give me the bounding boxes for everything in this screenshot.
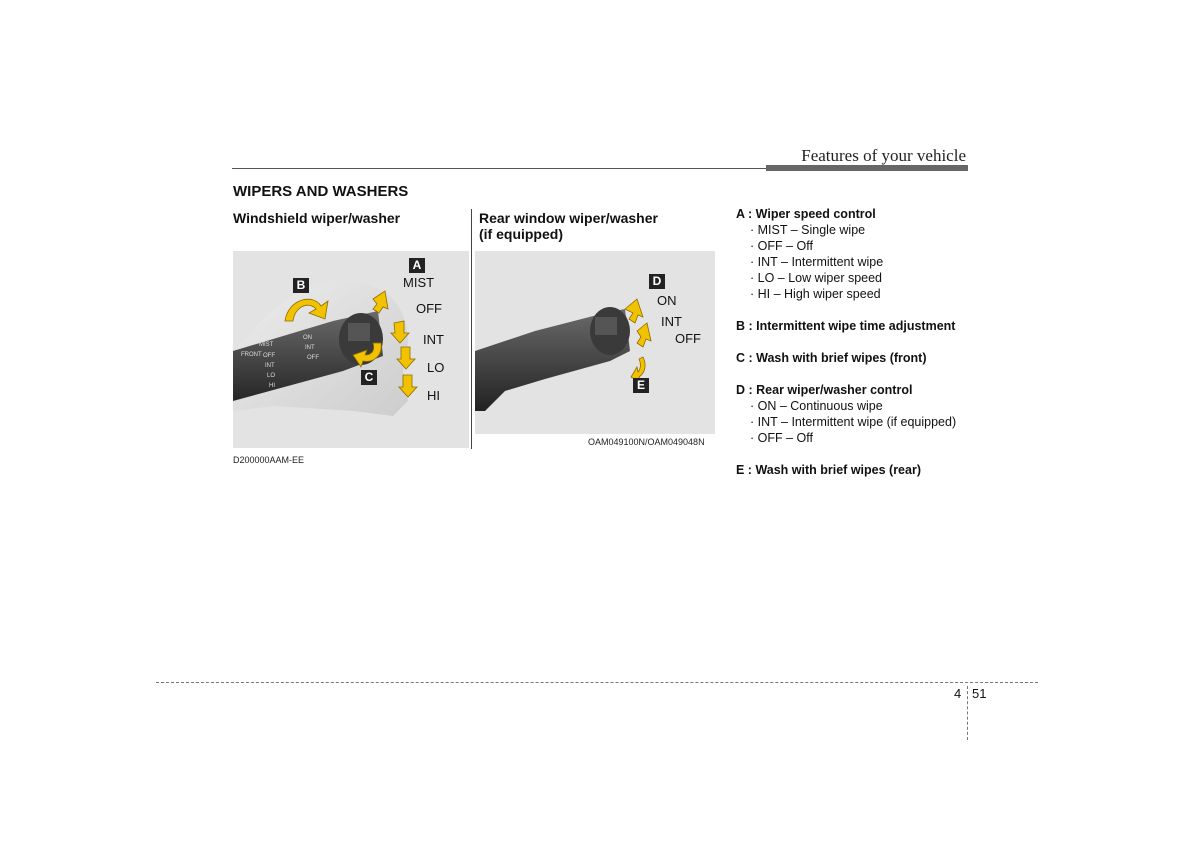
legend-a-item: · MIST – Single wipe xyxy=(750,223,866,237)
legend-d-item: · ON – Continuous wipe xyxy=(750,399,883,413)
page-number: 51 xyxy=(972,686,987,701)
caption-right: OAM049100N/OAM049048N xyxy=(588,437,705,447)
badge-b: B xyxy=(293,278,309,293)
caption-left: D200000AAM-EE xyxy=(233,455,305,465)
badge-d: D xyxy=(649,274,665,289)
stalk-text-front: FRONT xyxy=(241,352,262,358)
legend xyxy=(736,206,996,494)
position-hi: HI xyxy=(427,388,440,403)
legend-a xyxy=(736,206,996,302)
arrow-on xyxy=(625,299,643,323)
position-on: ON xyxy=(657,293,677,308)
stalk-text-on: ON xyxy=(303,335,312,341)
legend-d-item: · INT – Intermittent wipe (if equipped) xyxy=(750,415,957,429)
legend-c xyxy=(736,350,996,366)
position-off-rear: OFF xyxy=(675,331,701,346)
stalk-text-int: INT xyxy=(265,363,275,369)
legend-d-title: D : Rear wiper/washer control xyxy=(736,383,913,397)
position-mist: MIST xyxy=(403,275,435,290)
stalk-text-off2: OFF xyxy=(307,355,319,361)
section-title: WIPERS AND WASHERS xyxy=(233,183,409,200)
legend-d-item: · OFF – Off xyxy=(750,431,813,445)
arrow-int-rear xyxy=(637,323,651,347)
rear-heading-line1: Rear window wiper/washer xyxy=(479,210,658,226)
front-wiper-figure xyxy=(233,251,469,448)
footer-vertical-rule xyxy=(967,686,968,740)
rear-heading-line2: (if equipped) xyxy=(479,226,563,242)
legend-a-title: A : Wiper speed control xyxy=(736,207,876,221)
stalk-text-int2: INT xyxy=(305,345,315,351)
badge-e: E xyxy=(633,378,649,393)
legend-a-item: · INT – Intermittent wipe xyxy=(750,255,884,269)
front-heading: Windshield wiper/washer xyxy=(233,210,401,226)
legend-c-title: C : Wash with brief wipes (front) xyxy=(736,351,927,365)
running-header: Features of your vehicle xyxy=(801,146,966,165)
legend-a-item: · LO – Low wiper speed xyxy=(750,271,883,285)
figure-divider xyxy=(471,209,472,449)
badge-c: C xyxy=(361,370,377,385)
stalk-text-lo: LO xyxy=(267,373,276,379)
stalk-text-hi: HI xyxy=(269,383,275,389)
legend-b xyxy=(736,318,996,334)
stalk-text-mist: MIST xyxy=(259,342,274,348)
legend-d xyxy=(736,382,996,446)
chapter-number: 4 xyxy=(954,686,962,701)
position-int: INT xyxy=(423,332,444,347)
legend-a-item: · OFF – Off xyxy=(750,239,813,253)
legend-e-title: E : Wash with brief wipes (rear) xyxy=(736,463,921,477)
header-bar xyxy=(766,165,968,171)
badge-a: A xyxy=(409,258,425,273)
legend-e xyxy=(736,462,996,478)
legend-b-title: B : Intermittent wipe time adjustment xyxy=(736,319,956,333)
stalk-end-symbol xyxy=(348,323,370,341)
stalk-text-off: OFF xyxy=(263,353,275,359)
rear-stalk-end-symbol xyxy=(595,317,617,335)
legend-a-item: · HI – High wiper speed xyxy=(750,287,881,301)
position-int-rear: INT xyxy=(661,314,682,329)
position-off: OFF xyxy=(416,301,442,316)
position-lo: LO xyxy=(427,360,445,375)
footer-rule xyxy=(156,682,1038,683)
rear-wiper-figure xyxy=(475,251,715,434)
